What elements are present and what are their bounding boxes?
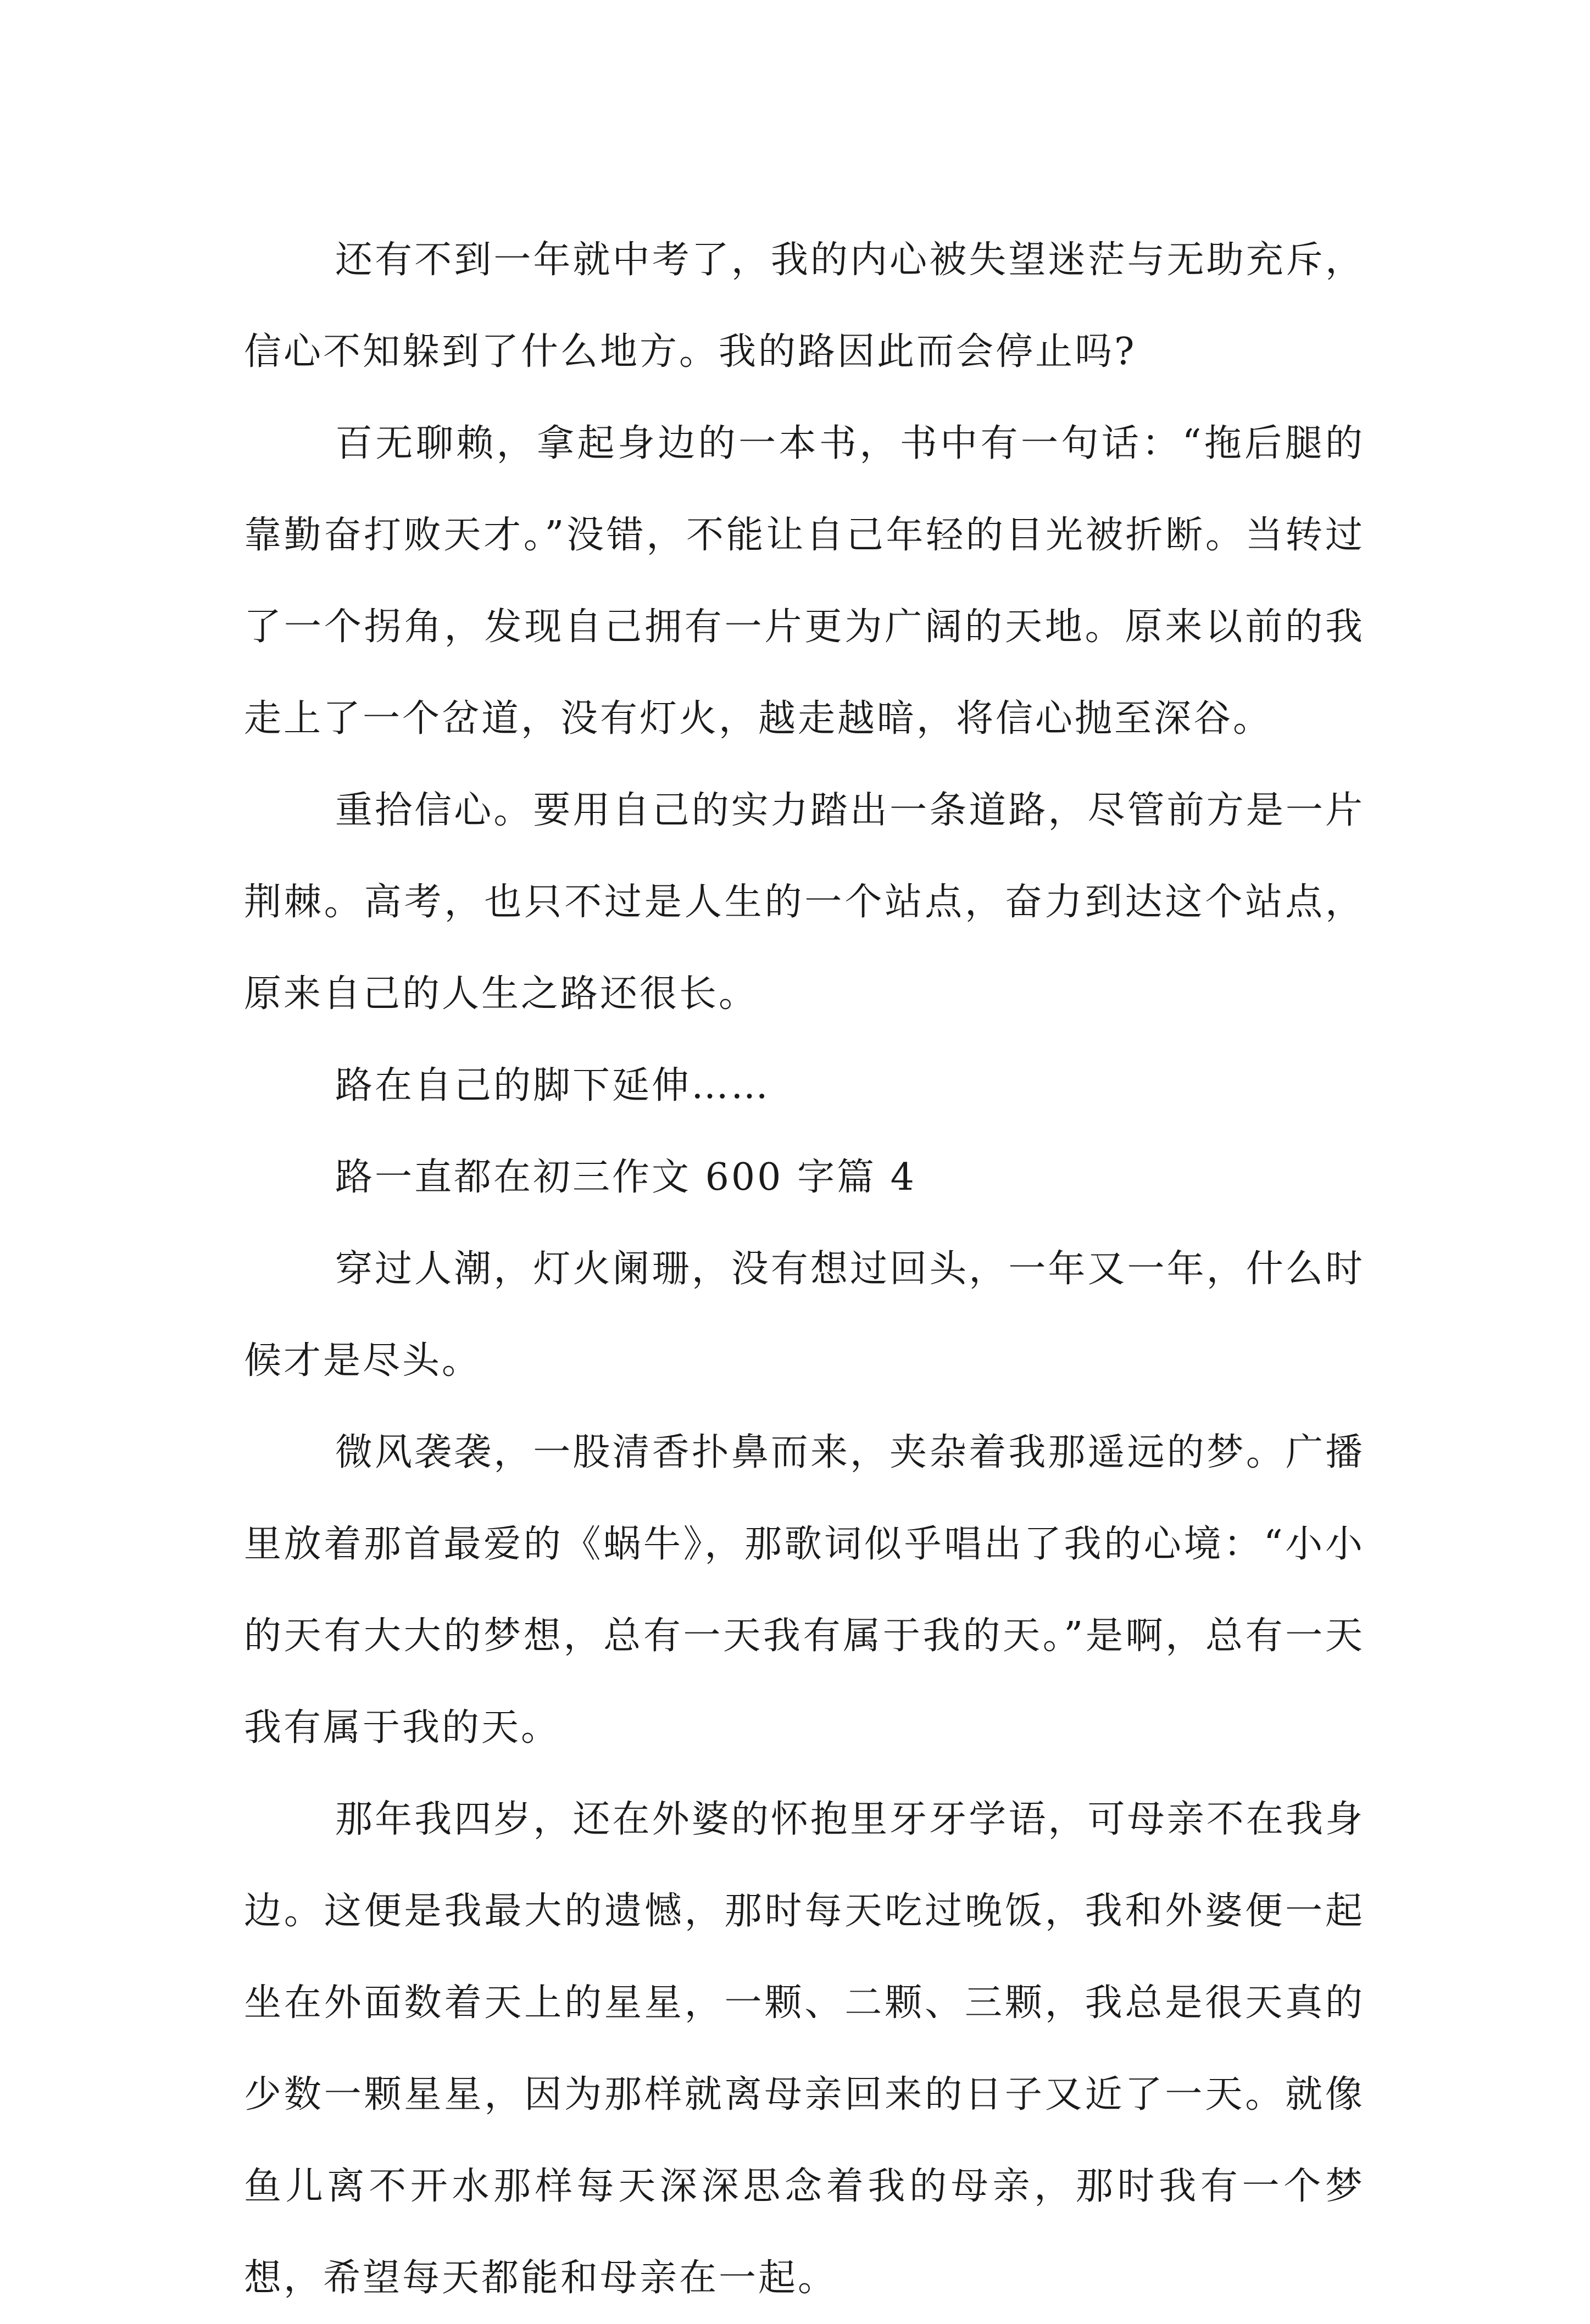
document-body: [244, 214, 1365, 2324]
paragraph-7: 那年我四岁，还在外婆的怀抱里牙牙学语，可母亲不在我身边。这便是我最大的遗憾，那时每天吃过晚饭，我和外婆便一起坐在外面数着天上的星星，一颗、二颗、三颗，我总是很天真的少数一颗星星，因为那样就离母亲回来的日子又近了一天。就像鱼儿离不开水那样每天深深思念着我的母亲，那时我有一个梦想，希望每天都能和母亲在一起。: [244, 1798, 1365, 2300]
paragraph-4: 路在自己的脚下延伸……: [335, 1064, 771, 1107]
paragraph-5: 穿过人潮，灯火阑珊，没有想过回头，一年又一年，什么时候才是尽头。: [244, 1247, 1365, 1383]
paragraph-1: 还有不到一年就中考了，我的内心被失望迷茫与无助充斥，信心不知躲到了什么地方。我的路因此而会停止吗?: [244, 238, 1365, 374]
paragraph-3: 重拾信心。要用自己的实力踏出一条道路，尽管前方是一片荆棘。高考，也只不过是人生的一个站点，奋力到达这个站点，原来自己的人生之路还很长。: [244, 789, 1365, 1016]
paragraph-6: 微风袭袭，一股清香扑鼻而来，夹杂着我那遥远的梦。广播里放着那首最爱的《蜗牛》，那歌词似乎唱出了我的心境：“小小的天有大大的梦想，总有一天我有属于我的天。”是啊，总有一天我有属于我的天。: [244, 1431, 1365, 1749]
section-heading: 路一直都在初三作文 600 字篇 4: [335, 1156, 916, 1199]
paragraph-2: 百无聊赖，拿起身边的一本书，书中有一句话：“拖后腿的靠勤奋打败天才。”没错，不能让自己年轻的目光被折断。当转过了一个拐角，发现自己拥有一片更为广阔的天地。原来以前的我走上了一个岔道，没有灯火，越走越暗，将信心抛至深谷。: [244, 422, 1365, 740]
